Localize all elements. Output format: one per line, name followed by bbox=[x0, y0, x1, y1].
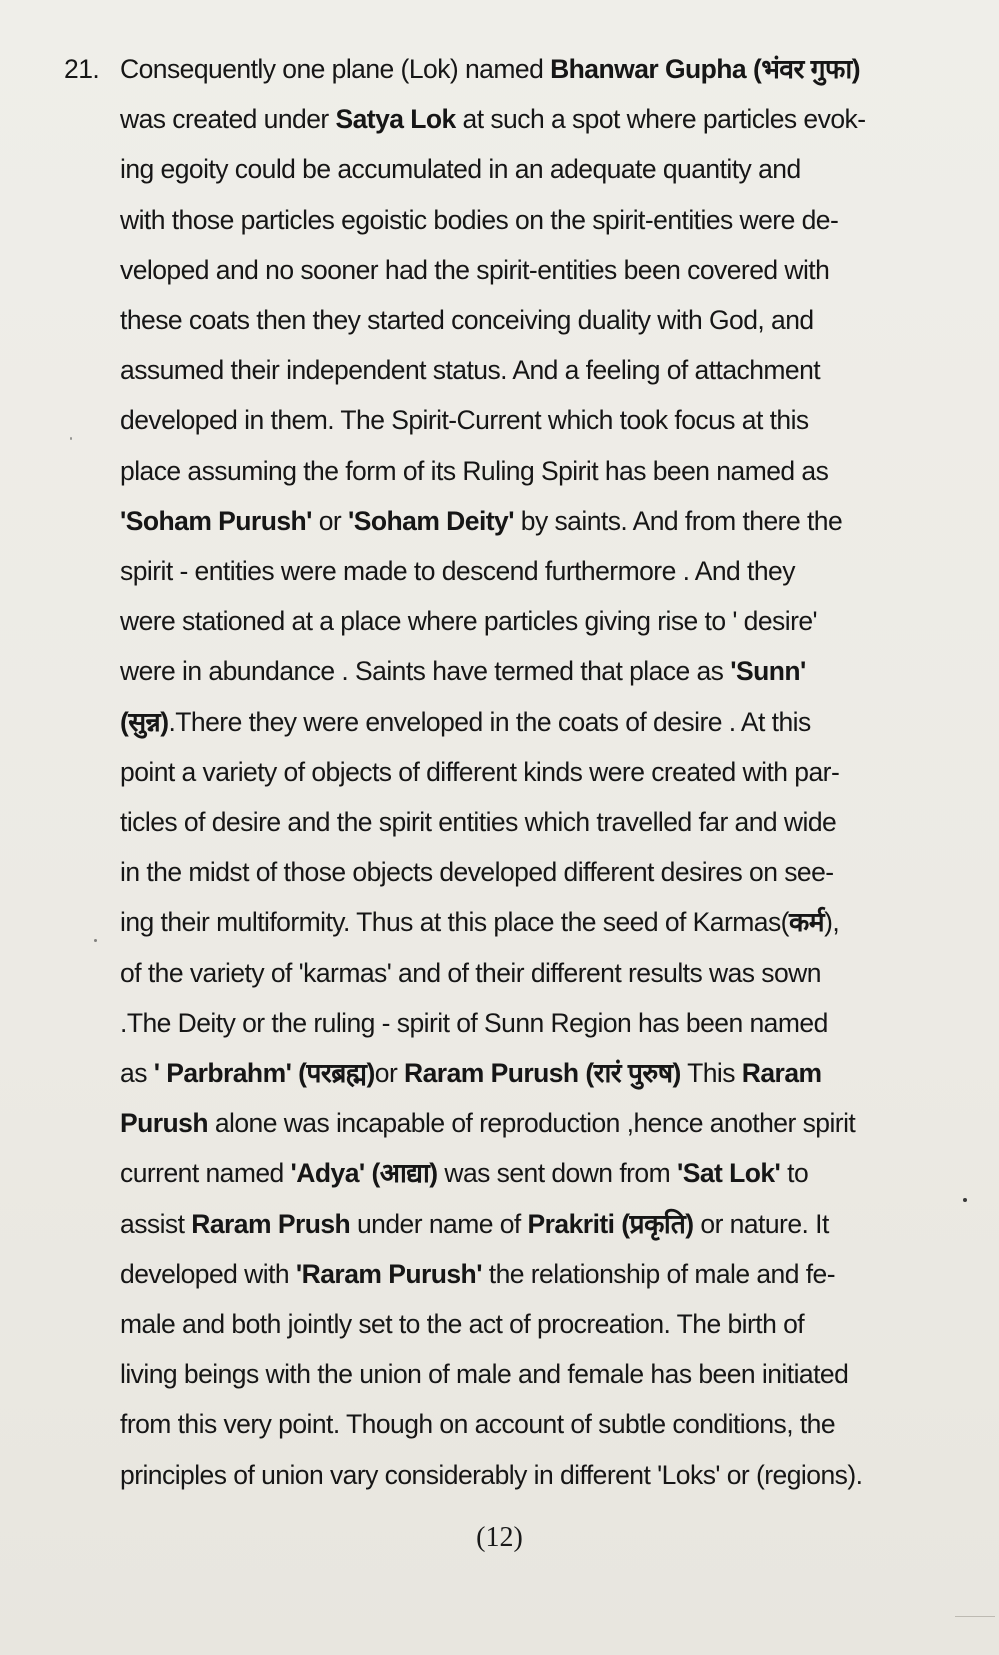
text-run: at such a spot where particles evok- bbox=[455, 104, 866, 135]
text-run: of the variety of 'karmas' and of their different results was sown bbox=[120, 957, 821, 988]
bold-term: Raram Prush bbox=[191, 1208, 351, 1239]
text-run: assumed their independent status. And a feeling of attachment bbox=[120, 355, 821, 386]
text-run: ing egoity could be accumulated in an adequate quantity and bbox=[120, 154, 801, 185]
text-line bbox=[120, 446, 964, 496]
text-line bbox=[120, 546, 964, 596]
text-run: ing their multiformity. Thus at this place the seed of Karmas( bbox=[120, 907, 789, 938]
text-line bbox=[120, 1148, 964, 1198]
text-run: ), bbox=[824, 907, 840, 938]
text-line bbox=[120, 245, 964, 295]
text-line bbox=[120, 747, 964, 797]
paragraph-number: 21. bbox=[64, 54, 100, 84]
text-run: male and both jointly set to the act of procreation. The birth of bbox=[120, 1309, 805, 1340]
bold-term: Bhanwar Gupha bbox=[550, 54, 747, 84]
text-run: This bbox=[680, 1058, 742, 1089]
text-run: developed with bbox=[120, 1258, 296, 1289]
text-run: ticles of desire and the spirit entities which travelled far and wide bbox=[120, 807, 837, 838]
text-line bbox=[120, 395, 964, 445]
bold-term: Purush bbox=[120, 1108, 208, 1139]
text-run: these coats then they started conceiving duality with God, and bbox=[120, 305, 814, 336]
bold-term: 'Raram Purush' bbox=[295, 1258, 482, 1289]
text-line bbox=[120, 596, 964, 646]
text-run: developed in them. The Spirit-Current which took focus at this bbox=[120, 405, 809, 436]
bold-term: 'Soham Deity' bbox=[348, 505, 514, 536]
text-run: or bbox=[374, 1058, 405, 1089]
bold-term: Satya Lok bbox=[335, 104, 456, 135]
text-run: under name of bbox=[350, 1208, 528, 1239]
text-line bbox=[120, 697, 964, 747]
text-run: .The Deity or the ruling - spirit of Sunn Region has been named bbox=[120, 1007, 828, 1038]
text-run: point a variety of objects of different kinds were created with par- bbox=[120, 756, 840, 787]
text-line bbox=[120, 1098, 964, 1148]
text-line bbox=[120, 646, 964, 696]
text-run: was sent down from bbox=[437, 1158, 677, 1189]
text-run: as bbox=[120, 1058, 154, 1089]
text-run: were stationed at a place where particles giving rise to ' desire' bbox=[120, 606, 818, 637]
text-run: or bbox=[311, 505, 348, 536]
text-run: .There they were enveloped in the coats of desire . At this bbox=[168, 706, 811, 737]
text-run: principles of union vary considerably in different 'Loks' or (regions). bbox=[120, 1459, 863, 1490]
text-run: were in abundance . Saints have termed that place as bbox=[120, 656, 731, 687]
text-line bbox=[120, 1048, 964, 1098]
bold-term: ' Parbrahm' (परब्रह्म) bbox=[153, 1058, 375, 1089]
text-line bbox=[120, 195, 964, 245]
text-run: alone was incapable of reproduction ,hence another spirit bbox=[208, 1108, 856, 1139]
bold-term: 'Sunn' bbox=[730, 656, 806, 687]
text-run: in the midst of those objects developed different desires on see- bbox=[120, 857, 834, 888]
bold-term: कर्म bbox=[788, 907, 825, 938]
text-run: Consequently one plane (Lok) named bbox=[120, 54, 551, 84]
text-run: with those particles egoistic bodies on the spirit-entities were de- bbox=[120, 204, 839, 235]
text-line bbox=[120, 1199, 964, 1249]
bold-term: 'Soham Purush' bbox=[120, 505, 312, 536]
text-run: was created under bbox=[120, 104, 336, 135]
text-line bbox=[120, 1299, 964, 1349]
bold-term: 'Sat Lok' bbox=[676, 1158, 781, 1189]
text-run: to bbox=[780, 1158, 809, 1189]
text-line bbox=[120, 144, 964, 194]
text-run: current named bbox=[120, 1158, 291, 1189]
paragraph-21 bbox=[64, 44, 964, 1500]
bold-term: (भंवर गुफा) bbox=[746, 54, 860, 84]
text-line bbox=[120, 797, 964, 847]
ink-speck bbox=[963, 1198, 967, 1202]
text-run: or nature. It bbox=[693, 1208, 829, 1239]
text-run: veloped and no sooner had the spirit-entities been covered with bbox=[120, 254, 830, 285]
page-number: (12) bbox=[476, 1522, 523, 1553]
text-run: assist bbox=[120, 1208, 192, 1239]
bold-term: (सुन्न) bbox=[120, 706, 169, 737]
text-line bbox=[120, 295, 964, 345]
text-line bbox=[120, 897, 964, 947]
text-line bbox=[120, 847, 964, 897]
text-line bbox=[120, 1450, 964, 1500]
text-line bbox=[120, 1399, 964, 1449]
text-line bbox=[120, 948, 964, 998]
ink-speck bbox=[94, 939, 97, 942]
text-line bbox=[120, 94, 964, 144]
text-line bbox=[120, 44, 964, 94]
text-line bbox=[120, 345, 964, 395]
text-line bbox=[120, 1349, 964, 1399]
text-line bbox=[120, 1249, 964, 1299]
text-run: spirit - entities were made to descend furthermore . And they bbox=[120, 556, 795, 587]
text-line bbox=[120, 496, 964, 546]
text-run: living beings with the union of male and female has been initiated bbox=[120, 1359, 849, 1390]
text-run: the relationship of male and fe- bbox=[481, 1258, 836, 1289]
ink-speck bbox=[70, 437, 72, 440]
text-run: place assuming the form of its Ruling Spirit has been named as bbox=[120, 455, 829, 486]
bold-term: 'Adya' (आद्या) bbox=[290, 1158, 438, 1189]
bold-term: Prakriti (प्रकृति) bbox=[527, 1208, 694, 1239]
bold-term: Raram Purush (रारं पुरुष) bbox=[404, 1058, 681, 1089]
text-line bbox=[120, 998, 964, 1048]
text-run: from this very point. Though on account of subtle conditions, the bbox=[120, 1409, 836, 1440]
text-run: by saints. And from there the bbox=[513, 505, 843, 536]
edge-mark bbox=[955, 1616, 995, 1617]
paragraph-text bbox=[120, 44, 964, 1500]
bold-term: Raram bbox=[741, 1058, 822, 1089]
